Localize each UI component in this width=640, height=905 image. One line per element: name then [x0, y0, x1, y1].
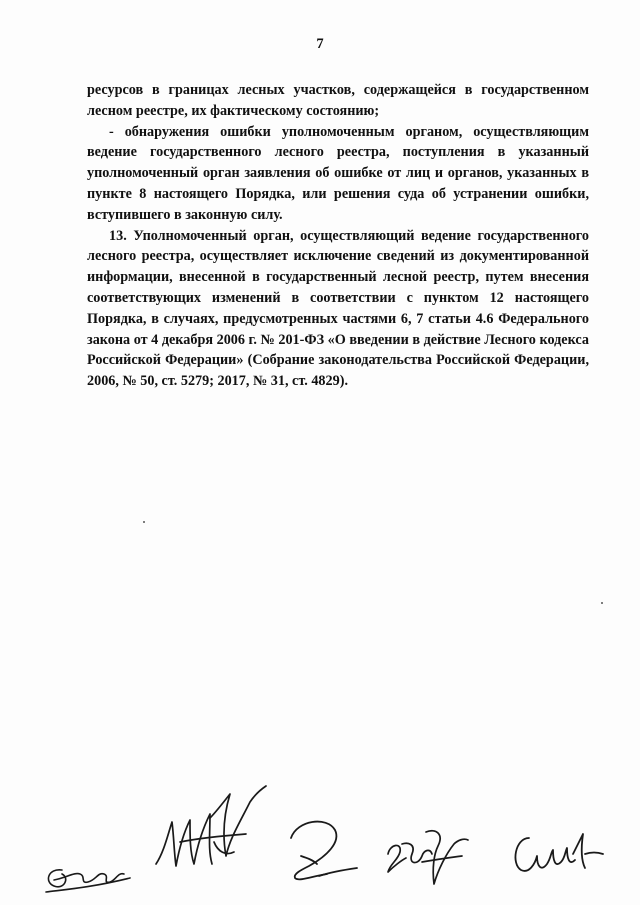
- signature-2: [150, 782, 270, 882]
- page-number: 7: [316, 36, 324, 52]
- paragraph-error-detection: - обнаружения ошибки уполномоченным органом, осуществляющим ведение государственного лесного реестра, поступления в указанный уполномоченный орган заявления об ошибке от лиц и органов, указанных в пункте 8 настоящего Порядка, или решения суда об устранении ошибки, вступившего в законную силу.: [87, 123, 589, 223]
- scan-speck: [601, 602, 603, 604]
- scan-speck: [143, 521, 145, 523]
- signature-1: [40, 848, 140, 898]
- body-text: [87, 80, 589, 392]
- signature-3: [283, 812, 363, 892]
- paragraph-item-13: 13. Уполномоченный орган, осуществляющий ведение государственного лесного реестра, осуществляет исключение сведений из документированной информации, внесенной в государственный лесной реестр, путем внесения соответствующих изменений в соответствии с пунктом 12 настоящего Порядка, в случаях, предусмотренных частями 6, 7 статьи 4.6 Федерального закона от 4 декабря 2006 г. № 201-ФЗ «О введении в действие Лесного кодекса Российской Федерации» (Собрание законодательства Российской Федерации, 2006, № 50, ст. 5279; 2017, № 31, ст. 4829).: [87, 227, 589, 390]
- signature-4: [382, 814, 472, 894]
- signature-5: [507, 824, 607, 884]
- paragraph-continuation: ресурсов в границах лесных участков, содержащейся в государственном лесном реестре, их фактическому состоянию;: [87, 82, 589, 119]
